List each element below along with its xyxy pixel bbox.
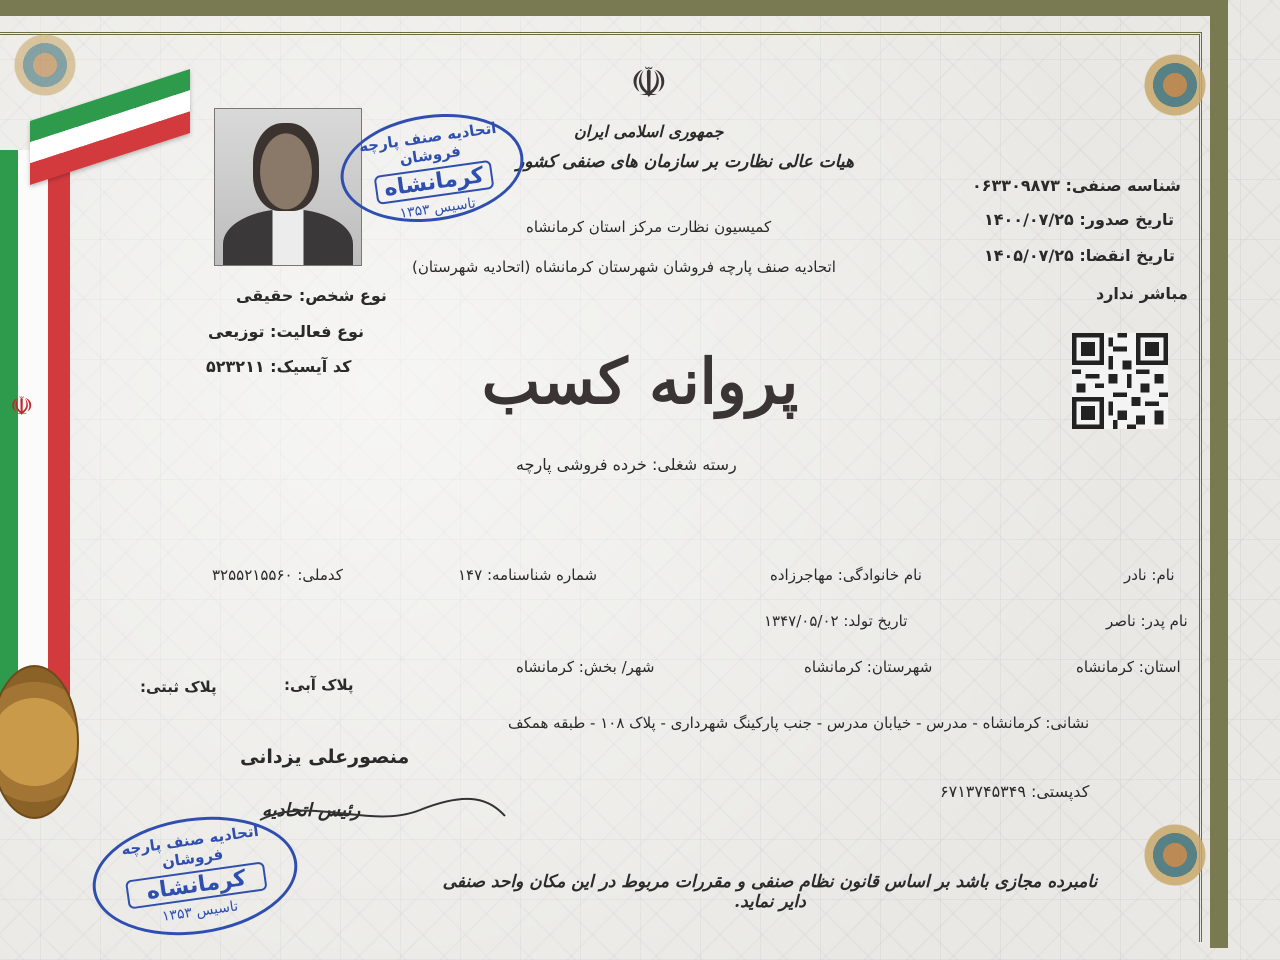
guild-id: شناسه صنفی: ۰۶۳۳۰۹۸۷۳: [972, 176, 1181, 195]
first-name: نام: نادر: [1124, 566, 1175, 584]
father-name: نام پدر: ناصر: [1106, 612, 1188, 630]
city-district: شهر/ بخش: کرمانشاه: [516, 658, 655, 676]
union-title: اتحادیه صنف پارچه فروشان شهرستان کرمانشاه (اتحادیه شهرستان): [412, 258, 836, 276]
person-type: نوع شخص: حقیقی: [236, 286, 387, 305]
blue-plate: پلاک آبی:: [284, 676, 354, 694]
province: استان: کرمانشاه: [1076, 658, 1181, 676]
signatory-role: رئیس اتحادیه: [262, 800, 361, 821]
corner-ornament-top-right: [1130, 40, 1220, 130]
manager-status: مباشر ندارد: [1096, 284, 1188, 303]
expiry-date: تاریخ انقضا: ۱۴۰۵/۰۷/۲۵: [984, 246, 1175, 265]
issue-date: تاریخ صدور: ۱۴۰۰/۰۷/۲۵: [984, 210, 1174, 229]
corner-ornament-top-left: [0, 20, 90, 110]
commission-title: کمیسیون نظارت مرکز استان کرمانشاه: [526, 218, 772, 236]
union-stamp-top: اتحادیه صنف پارچه فروشان کرمانشاه تاسیس ۱۳۵۳: [334, 103, 531, 234]
family-name: نام خانوادگی: مهاجرزاده: [770, 566, 922, 584]
corner-ornament-bottom-right: [1130, 810, 1220, 900]
county: شهرستان: کرمانشاه: [804, 658, 933, 676]
iran-emblem-icon: ☫: [630, 58, 668, 107]
isic-code: کد آیسیک: ۵۲۳۲۱۱: [206, 357, 352, 376]
signatory-name: منصورعلی یزدانی: [240, 746, 410, 768]
activity-type: نوع فعالیت: توزیعی: [208, 322, 364, 341]
flag-emblem-icon: ☫: [10, 392, 34, 422]
occupation-category: رسته شغلی: خرده فروشی پارچه: [516, 455, 737, 474]
postal-code: کدپستی: ۶۷۱۳۷۴۵۳۴۹: [940, 782, 1090, 801]
national-code: کدملی: ۳۲۵۵۲۱۵۵۶۰: [212, 566, 343, 584]
legal-notice: نامبرده مجازی باشد بر اساس قانون نظام صنفی و مقررات مربوط در این مکان واحد صنفی دایر نماید.: [442, 872, 1098, 912]
birth-date: تاریخ تولد: ۱۳۴۷/۰۵/۰۲: [764, 612, 908, 630]
holder-photo: [214, 108, 362, 266]
republic-title: جمهوری اسلامی ایران: [574, 122, 724, 141]
union-stamp-bottom: اتحادیه صنف پارچه فروشان کرمانشاه تاسیس ۱۳۵۳: [85, 804, 305, 948]
address: نشانی: کرمانشاه - مدرس - خیابان مدرس - جنب پارکینگ شهرداری - پلاک ۱۰۸ - طبقه همکف: [508, 714, 1090, 732]
flag-ribbon: [0, 150, 70, 710]
board-title: هیات عالی نظارت بر سازمان های صنفی کشور: [516, 152, 854, 172]
registry-plate: پلاک ثبتی:: [140, 678, 217, 696]
document-title: پروانه کسب: [481, 345, 799, 418]
id-number: شماره شناسنامه: ۱۴۷: [458, 566, 598, 584]
